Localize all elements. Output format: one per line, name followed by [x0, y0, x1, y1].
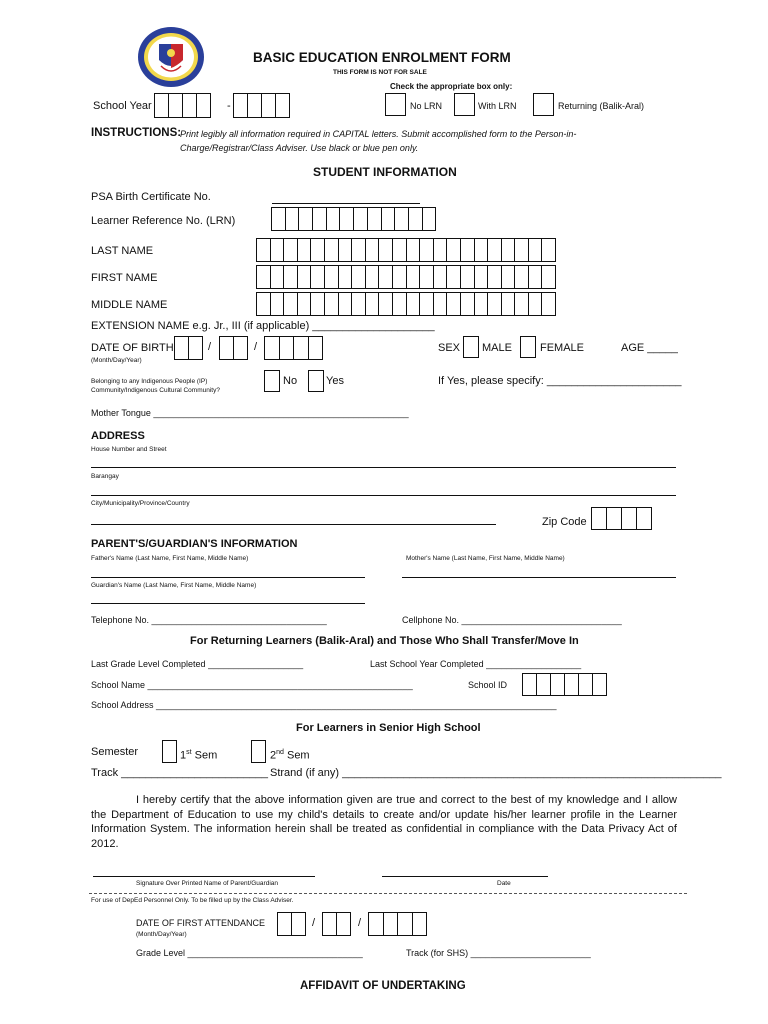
date-input-line[interactable] — [382, 876, 548, 877]
barangay-label: Barangay — [91, 473, 119, 480]
dob-format-note: (Month/Day/Year) — [91, 357, 142, 364]
father-name-label: Father's Name (Last Name, First Name, Middle Name) — [91, 555, 249, 562]
instructions-line-1: Print legibly all information required in CAPITAL letters. Submit accomplished form to the Person-in- — [180, 129, 577, 139]
last-name-label: LAST NAME — [91, 245, 154, 257]
first-sem-label: 1st Sem — [180, 749, 218, 762]
city-label: City/Municipality/Province/Country — [91, 500, 190, 507]
male-checkbox[interactable] — [463, 336, 479, 358]
no-lrn-checkbox[interactable] — [385, 93, 406, 116]
first-attendance-slash-1: / — [312, 917, 316, 929]
middle-name-boxes[interactable] — [256, 292, 556, 316]
last-name-boxes[interactable] — [256, 238, 556, 262]
cut-line — [89, 893, 687, 894]
house-street-input-line[interactable] — [91, 467, 676, 468]
check-note: Check the appropriate box only: — [390, 82, 513, 91]
city-input-line[interactable] — [91, 524, 496, 525]
lrn-label: Learner Reference No. (LRN) — [91, 215, 236, 227]
father-name-input-line[interactable] — [91, 577, 365, 578]
semester-label: Semester — [91, 746, 139, 758]
ip-specify-field[interactable]: If Yes, please specify: ______________________ — [438, 375, 682, 387]
age-field[interactable]: AGE _____ — [621, 342, 678, 354]
ip-yes-label: Yes — [326, 375, 344, 387]
psa-input-line[interactable] — [272, 203, 420, 204]
no-lrn-label: No LRN — [410, 101, 443, 111]
female-label: FEMALE — [540, 342, 585, 354]
school-year-end-boxes[interactable] — [233, 93, 290, 118]
first-attendance-format: (Month/Day/Year) — [136, 931, 187, 938]
mother-name-label: Mother's Name (Last Name, First Name, Middle Name) — [406, 555, 565, 562]
instructions-line-2: Charge/Registrar/Class Adviser. Use black or blue pen only. — [180, 143, 419, 153]
cellphone-field[interactable]: Cellphone No. ________________________________ — [402, 615, 622, 625]
male-label: MALE — [482, 342, 512, 354]
ip-no-label: No — [283, 375, 298, 387]
first-name-label: FIRST NAME — [91, 272, 158, 284]
grade-level-field[interactable]: Grade Level ___________________________________ — [136, 948, 363, 958]
dob-slash-1: / — [208, 341, 212, 353]
school-address-field[interactable]: School Address ________________________________________________________________________________ — [91, 700, 557, 710]
dob-day-boxes[interactable] — [219, 336, 248, 360]
form-title: BASIC EDUCATION ENROLMENT FORM — [253, 50, 511, 65]
parents-heading: PARENT'S/GUARDIAN'S INFORMATION — [91, 538, 298, 550]
psa-label: PSA Birth Certificate No. — [91, 191, 211, 203]
school-year-label: School Year — [93, 100, 152, 112]
dob-year-boxes[interactable] — [264, 336, 323, 360]
dob-month-boxes[interactable] — [174, 336, 203, 360]
student-info-heading: STUDENT INFORMATION — [313, 165, 457, 179]
house-street-label: House Number and Street — [91, 446, 167, 453]
date-label: Date — [497, 880, 511, 887]
address-heading: ADDRESS — [91, 430, 145, 442]
extension-name-field[interactable]: EXTENSION NAME e.g. Jr., III (if applicable) ____________________ — [91, 320, 435, 332]
ip-yes-checkbox[interactable] — [308, 370, 324, 392]
barangay-input-line[interactable] — [91, 495, 676, 496]
telephone-field[interactable]: Telephone No. ___________________________________ — [91, 615, 327, 625]
second-sem-label: 2nd Sem — [270, 749, 310, 762]
affidavit-heading: AFFIDAVIT OF UNDERTAKING — [300, 980, 466, 992]
deped-seal — [137, 26, 205, 88]
dob-slash-2: / — [254, 341, 258, 353]
with-lrn-label: With LRN — [478, 101, 517, 111]
signature-input-line[interactable] — [93, 876, 315, 877]
sex-label: SEX — [438, 342, 461, 354]
first-attendance-month-boxes[interactable] — [277, 912, 306, 936]
last-school-year-field[interactable]: Last School Year Completed ___________________ — [370, 659, 582, 669]
mother-tongue-field[interactable]: Mother Tongue ___________________________________________________ — [91, 408, 409, 418]
ip-no-checkbox[interactable] — [264, 370, 280, 392]
last-grade-field[interactable]: Last Grade Level Completed ___________________ — [91, 659, 304, 669]
school-id-boxes[interactable] — [522, 673, 607, 696]
second-sem-checkbox[interactable] — [251, 740, 266, 763]
guardian-name-input-line[interactable] — [91, 603, 365, 604]
instructions-label: INSTRUCTIONS: — [91, 127, 182, 139]
middle-name-label: MIDDLE NAME — [91, 299, 168, 311]
signature-label: Signature Over Printed Name of Parent/Guardian — [136, 880, 278, 887]
track-shs-field[interactable]: Track (for SHS) ________________________ — [406, 948, 591, 958]
returning-heading: For Returning Learners (Balik-Aral) and Those Who Shall Transfer/Move In — [190, 635, 579, 647]
mother-name-input-line[interactable] — [402, 577, 676, 578]
female-checkbox[interactable] — [520, 336, 536, 358]
ip-question-line-1: Belonging to any Indigenous People (IP) — [91, 378, 208, 385]
strand-field[interactable]: Strand (if any) ______________________________________________________________ — [270, 767, 722, 779]
shs-heading: For Learners in Senior High School — [296, 722, 481, 734]
school-id-label: School ID — [468, 680, 508, 690]
first-attendance-day-boxes[interactable] — [322, 912, 351, 936]
certification-text: I hereby certify that the above information given are true and correct to the best of my knowledge and I allow the Department of Education to use my child's details to create and/or update his/her learner profile in the Learner Information System. The information herein shall be treated as confidential in compliance with the Data Privacy Act of 2012. — [91, 794, 677, 850]
with-lrn-checkbox[interactable] — [454, 93, 475, 116]
zip-code-label: Zip Code — [542, 516, 587, 528]
returning-label: Returning (Balik-Aral) — [558, 101, 645, 111]
track-field[interactable]: Track ________________________ — [91, 767, 268, 779]
lrn-boxes[interactable] — [271, 207, 436, 231]
dob-label: DATE OF BIRTH — [91, 342, 174, 354]
guardian-name-label: Guardian's Name (Last Name, First Name, Middle Name) — [91, 582, 257, 589]
zip-code-boxes[interactable] — [591, 507, 652, 530]
school-name-field[interactable]: School Name _____________________________________________________ — [91, 680, 413, 690]
first-name-boxes[interactable] — [256, 265, 556, 289]
first-attendance-label: DATE OF FIRST ATTENDANCE — [136, 918, 266, 928]
first-sem-checkbox[interactable] — [162, 740, 177, 763]
returning-checkbox[interactable] — [533, 93, 554, 116]
ip-question-line-2: Community/Indigenous Cultural Community? — [91, 387, 220, 394]
first-attendance-slash-2: / — [358, 917, 362, 929]
not-for-sale-note: THIS FORM IS NOT FOR SALE — [333, 69, 427, 76]
school-year-separator: - — [227, 100, 231, 112]
first-attendance-year-boxes[interactable] — [368, 912, 427, 936]
school-year-start-boxes[interactable] — [154, 93, 211, 118]
deped-use-note: For use of DepEd Personnel Only. To be filled up by the Class Adviser. — [91, 897, 294, 904]
